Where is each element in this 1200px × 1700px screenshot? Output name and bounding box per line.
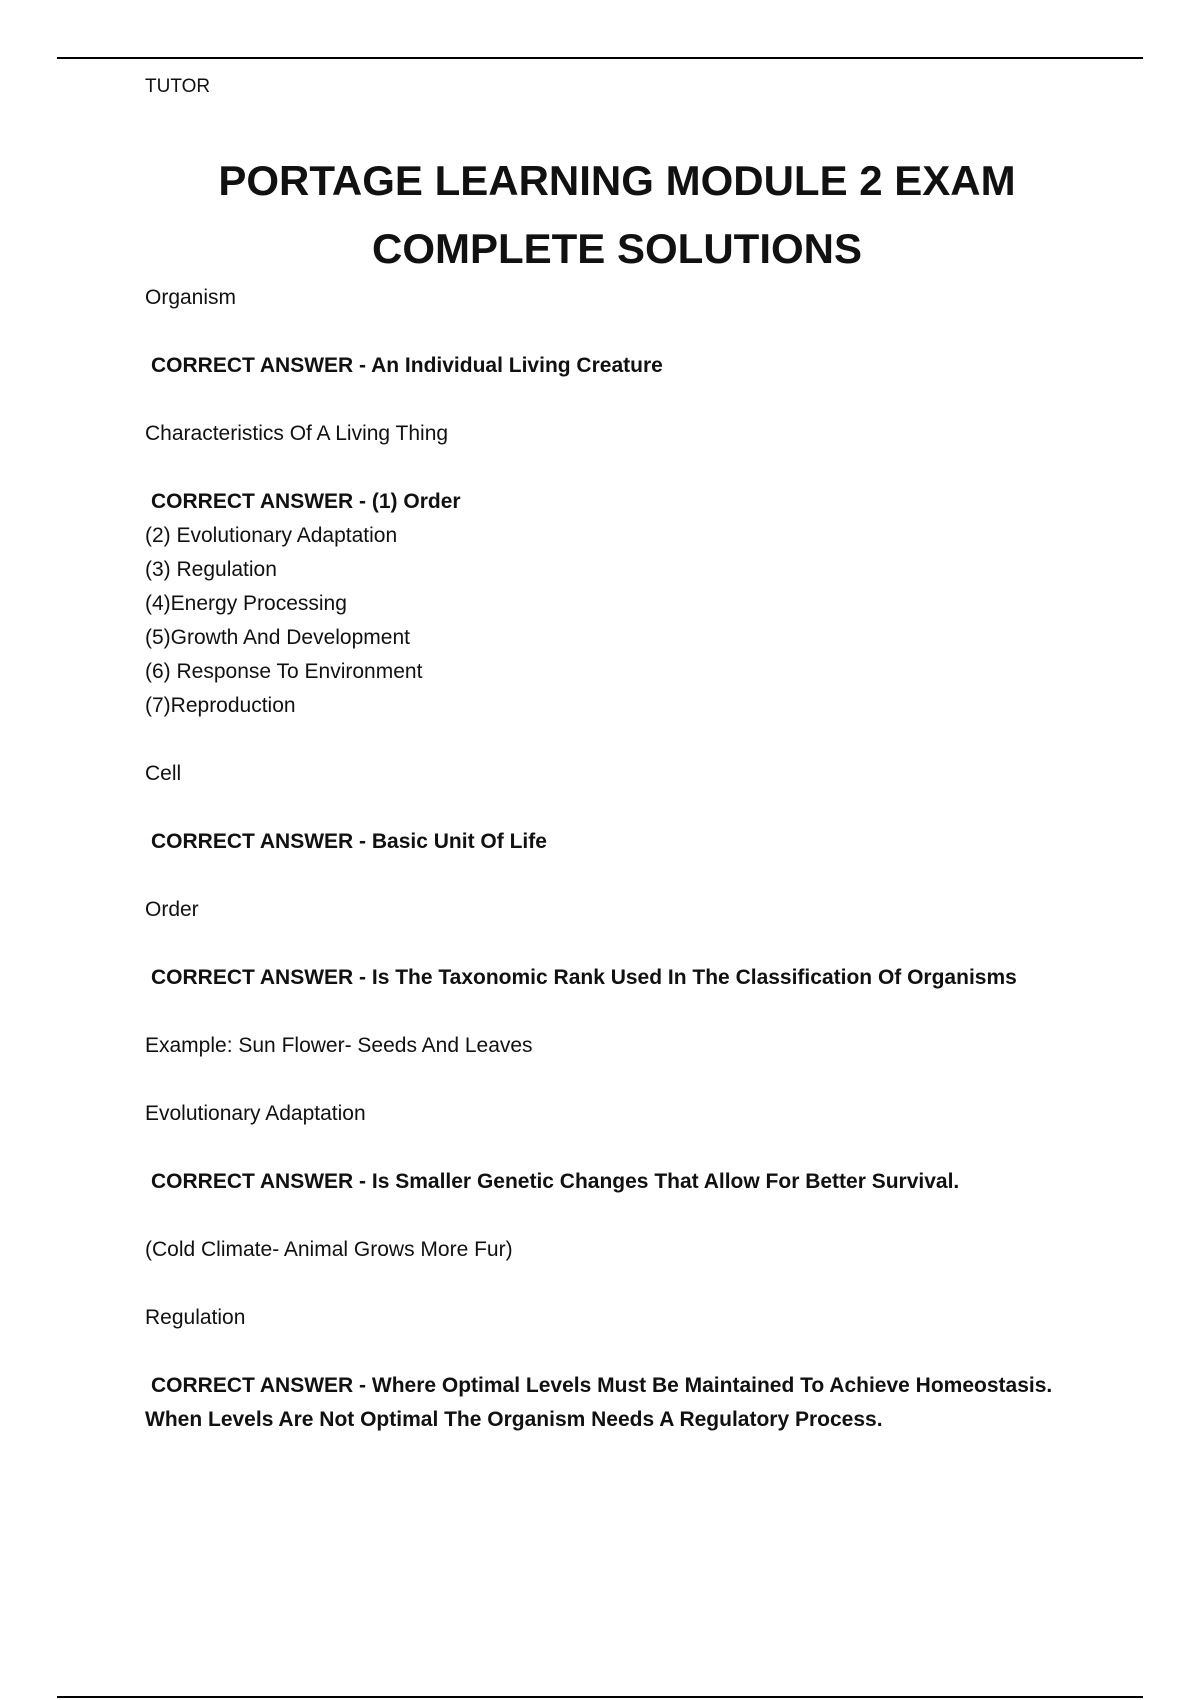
answer-evolutionary-adaptation: CORRECT ANSWER - Is Smaller Genetic Changes That Allow For Better Survival. — [151, 1170, 960, 1193]
header-label: TUTOR — [145, 76, 211, 97]
list-item: (5)Growth And Development — [145, 626, 410, 649]
title-line-2: COMPLETE SOLUTIONS — [371, 225, 862, 272]
note-evolutionary-adaptation: (Cold Climate- Animal Grows More Fur) — [145, 1238, 513, 1261]
title-line-1: PORTAGE LEARNING MODULE 2 EXAM — [218, 157, 1016, 204]
answer-regulation-line-1: CORRECT ANSWER - Where Optimal Levels Must Be Maintained To Achieve Homeostasis. — [151, 1374, 1053, 1397]
list-item: (6) Response To Environment — [145, 660, 423, 683]
term-cell: Cell — [145, 762, 182, 785]
answer-order: CORRECT ANSWER - Is The Taxonomic Rank Used In The Classification Of Organisms — [151, 966, 1017, 989]
term-regulation: Regulation — [145, 1306, 246, 1329]
bottom-rule — [57, 1696, 1143, 1698]
answer-characteristics: CORRECT ANSWER - (1) Order — [151, 490, 461, 513]
top-rule — [57, 57, 1143, 59]
term-organism: Organism — [145, 286, 237, 309]
page-title — [0, 147, 1200, 283]
term-characteristics: Characteristics Of A Living Thing — [145, 422, 449, 445]
list-item: (7)Reproduction — [145, 694, 296, 717]
answer-organism: CORRECT ANSWER - An Individual Living Creature — [151, 354, 663, 377]
list-item: (3) Regulation — [145, 558, 277, 581]
answer-regulation-line-2: When Levels Are Not Optimal The Organism Needs A Regulatory Process. — [145, 1408, 883, 1431]
document-body — [145, 281, 1105, 1437]
list-item: (2) Evolutionary Adaptation — [145, 524, 398, 547]
term-order: Order — [145, 898, 199, 921]
note-order: Example: Sun Flower- Seeds And Leaves — [145, 1034, 533, 1057]
answer-cell: CORRECT ANSWER - Basic Unit Of Life — [151, 830, 547, 853]
list-item: (4)Energy Processing — [145, 592, 347, 615]
term-evolutionary-adaptation: Evolutionary Adaptation — [145, 1102, 366, 1125]
